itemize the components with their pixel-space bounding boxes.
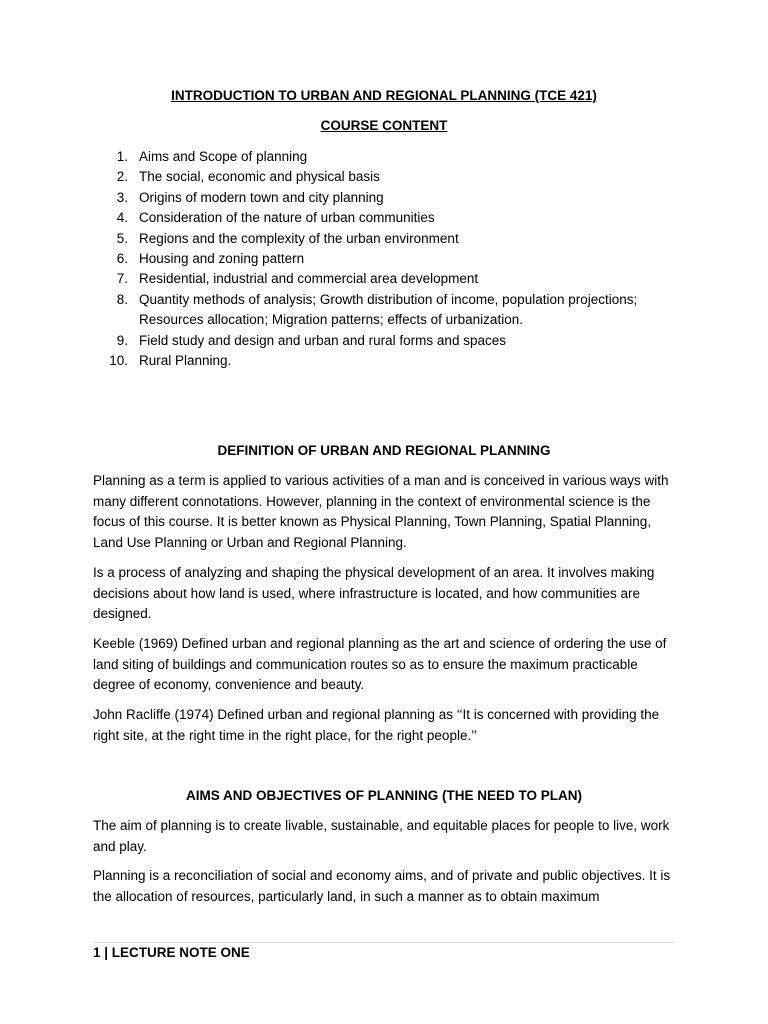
definition-paragraph: Is a process of analyzing and shaping the physical development of an area. It involves making decisions about how land is used, where infrastructure is located, and how communities are designed.	[93, 565, 655, 622]
list-item-number: 8.	[116, 291, 128, 307]
list-item-text: Field study and design and urban and rural forms and spaces	[139, 332, 506, 348]
list-item-text: Quantity methods of analysis; Growth distribution of income, population projections; Resources allocation; Migration patterns; effects of urbanization.	[139, 291, 638, 328]
list-item-number: 3.	[116, 189, 128, 205]
list-item-text: Regions and the complexity of the urban environment	[139, 230, 459, 246]
list-item-number: 5.	[116, 230, 128, 246]
list-item-text: Housing and zoning pattern	[139, 251, 305, 267]
aims-paragraph: The aim of planning is to create livable, sustainable, and equitable places for people to live, work and play.	[93, 818, 670, 854]
list-item	[93, 147, 675, 167]
list-item	[93, 351, 675, 371]
course-content-list	[93, 147, 675, 371]
list-item	[93, 188, 675, 208]
list-item-text: Consideration of the nature of urban communities	[139, 210, 435, 226]
page-footer: 1 | LECTURE NOTE ONE	[93, 945, 250, 960]
course-content-heading: COURSE CONTENT	[320, 118, 448, 133]
list-item-text: The social, economic and physical basis	[139, 169, 380, 185]
list-item	[93, 269, 675, 289]
list-item-number: 10.	[109, 353, 128, 369]
aims-heading: AIMS AND OBJECTIVES OF PLANNING (THE NEED TO PLAN)	[185, 788, 583, 803]
list-item	[93, 167, 675, 187]
definition-heading: DEFINITION OF URBAN AND REGIONAL PLANNING	[217, 443, 551, 458]
list-item-number: 9.	[116, 332, 128, 348]
definition-paragraph: John Racliffe (1974) Defined urban and regional planning as ‘‘It is concerned with providing the right site, at the right time in the right place, for the right people.’’	[93, 707, 660, 743]
list-item-number: 4.	[116, 210, 128, 226]
list-item-number: 2.	[116, 169, 128, 185]
list-item-text: Residential, industrial and commercial area development	[139, 271, 479, 287]
list-item	[93, 208, 675, 228]
list-item-number: 7.	[116, 271, 128, 287]
list-item-text: Rural Planning.	[139, 353, 232, 369]
definition-paragraph: Planning as a term is applied to various activities of a man and is conceived in various ways with many different connotations. However, planning in the context of environmental science is the focus of this course. It is better known as Physical Planning, Town Planning, Spatial Planning, Land Use Planning or Urban and Regional Planning.	[93, 473, 669, 550]
list-item	[93, 229, 675, 249]
list-item-text: Origins of modern town and city planning	[139, 189, 384, 205]
definition-paragraph: Keeble (1969) Defined urban and regional planning as the art and science of ordering the use of land siting of buildings and communication routes so as to ensure the maximum practicable degree of economy, convenience and beauty.	[93, 636, 667, 693]
list-item-number: 1.	[116, 149, 128, 164]
list-item-text: Aims and Scope of planning	[139, 149, 308, 164]
list-item	[93, 290, 675, 331]
aims-paragraph: Planning is a reconciliation of social and economy aims, and of private and public objectives. It is the allocation of resources, particularly land, in such a manner as to obtain maximum	[93, 868, 671, 904]
document-title: INTRODUCTION TO URBAN AND REGIONAL PLANNING (TCE 421)	[171, 88, 597, 103]
document-page	[93, 0, 675, 1024]
list-item	[93, 249, 675, 269]
list-item-number: 6.	[116, 251, 128, 267]
list-item	[93, 331, 675, 351]
footer-divider	[93, 942, 675, 943]
